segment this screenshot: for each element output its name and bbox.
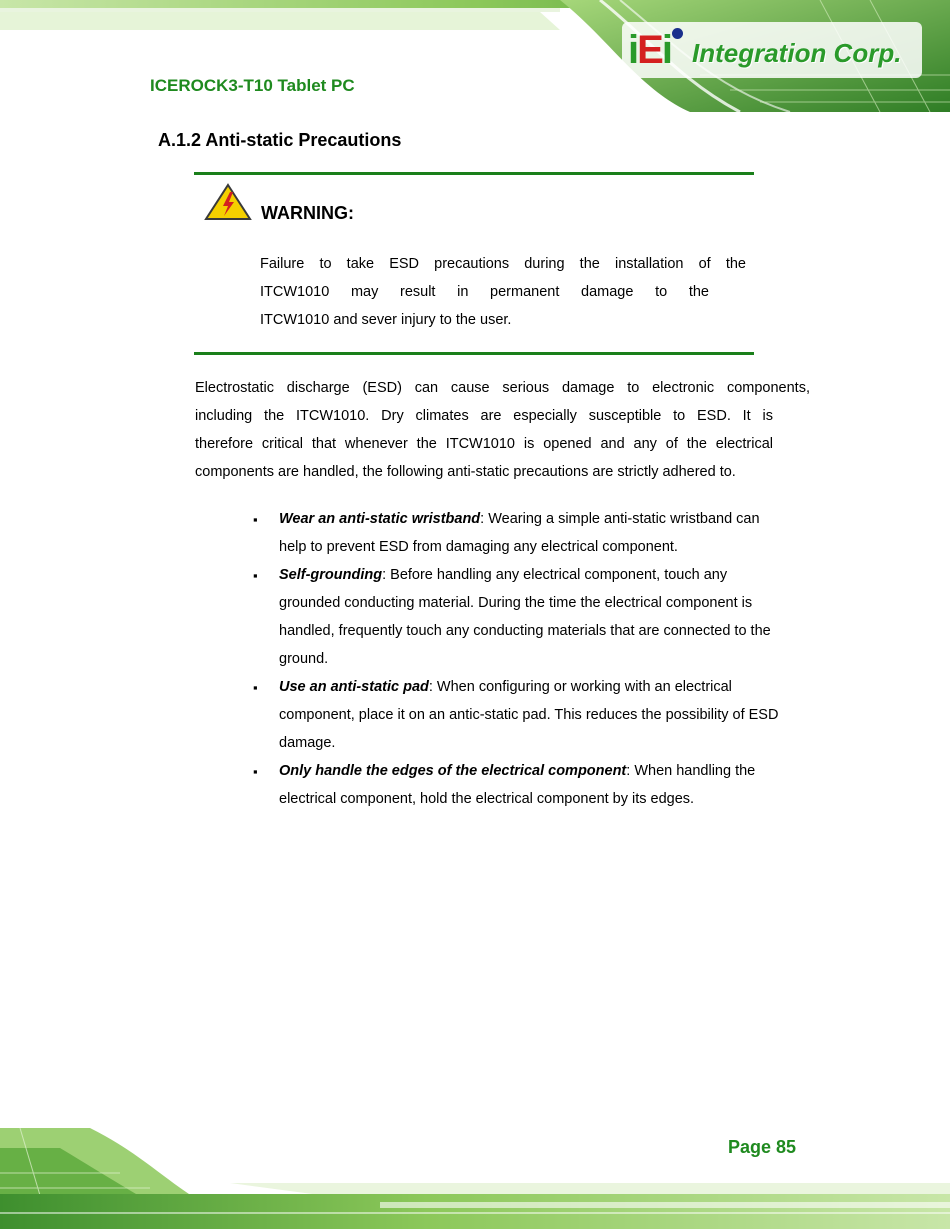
list-item-text: : Before handling any electrical component, touch any bbox=[382, 567, 728, 583]
body-text-line: including the ITCW1010. Dry climates are especially susceptible to ESD. It is bbox=[195, 408, 773, 424]
list-item-text: : When handling the bbox=[626, 763, 756, 779]
list-item-text: : When configuring or working with an electrical bbox=[428, 679, 732, 695]
footer-banner bbox=[0, 1128, 950, 1229]
list-item bbox=[279, 763, 755, 779]
warning-label: WARNING: bbox=[261, 203, 354, 223]
company-logo bbox=[628, 28, 913, 72]
list-item-text: electrical component, hold the electrical component by its edges. bbox=[279, 791, 695, 807]
warning-text-line: ITCW1010 and sever injury to the user. bbox=[260, 312, 512, 328]
list-item-text: : Wearing a simple anti-static wristband can bbox=[480, 511, 760, 527]
list-item-title: Only handle the edges of the electrical component bbox=[279, 763, 627, 779]
logo-mark: iEi bbox=[628, 28, 671, 72]
list-item-text: grounded conducting material. During the time the electrical component is bbox=[279, 595, 753, 611]
list-item-text: damage. bbox=[279, 735, 336, 751]
body-text-line: components are handled, the following anti-static precautions are strictly adhered to. bbox=[195, 464, 736, 480]
list-item bbox=[279, 567, 727, 583]
list-item-text: component, place it on an antic-static pad. This reduces the possibility of ESD bbox=[279, 707, 779, 723]
body-text-line: Electrostatic discharge (ESD) can cause serious damage to electronic components, bbox=[195, 380, 810, 396]
warning-text-line: Failure to take ESD precautions during the installation of the bbox=[260, 256, 746, 272]
section-title: A.1.2 Anti-static Precautions bbox=[158, 130, 402, 150]
warning-icon bbox=[204, 183, 252, 221]
list-item-title: Self-grounding bbox=[279, 567, 383, 583]
list-item-text: handled, frequently touch any conducting materials that are connected to the bbox=[279, 623, 771, 639]
body-text-line: therefore critical that whenever the ITCW1010 is opened and any of the electrical bbox=[195, 436, 773, 452]
list-item-text: help to prevent ESD from damaging any electrical component. bbox=[279, 539, 678, 555]
bullet-marker: ▪ bbox=[253, 568, 258, 583]
logo-text: Integration Corp. bbox=[692, 38, 902, 68]
logo-dot-icon bbox=[672, 28, 683, 39]
warning-top-rule bbox=[194, 172, 754, 175]
warning-bottom-rule bbox=[194, 352, 754, 355]
list-item bbox=[279, 511, 760, 527]
document-header-title: ICEROCK3-T10 Tablet PC bbox=[150, 76, 355, 95]
bullet-marker: ▪ bbox=[253, 764, 258, 779]
bullet-marker: ▪ bbox=[253, 680, 258, 695]
warning-text-line: ITCW1010 may result in permanent damage to the bbox=[260, 284, 709, 300]
list-item-title: Use an anti-static pad bbox=[279, 679, 429, 695]
list-item-text: ground. bbox=[279, 651, 329, 667]
list-item bbox=[279, 679, 732, 695]
list-item-title: Wear an anti-static wristband bbox=[279, 511, 481, 527]
page-number: Page 85 bbox=[728, 1137, 797, 1157]
bullet-marker: ▪ bbox=[253, 512, 258, 527]
